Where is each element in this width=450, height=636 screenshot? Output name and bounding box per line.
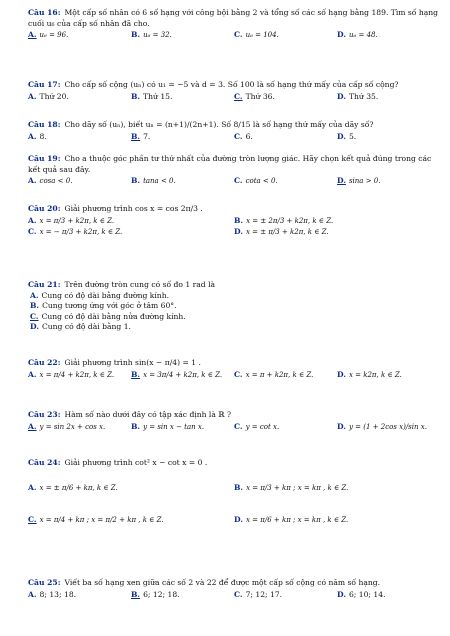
- option-d[interactable]: D. x = k2π, k ∈ Z.: [337, 369, 402, 379]
- question-stem: Cho a thuộc góc phần tư thứ nhất của đường tròn lượng giác. Hãy chọn kết quả đúng trong các kết quả sau đây.: [28, 154, 432, 174]
- question-stem: Cho cấp số cộng (uₙ) có u₁ = −5 và d = 3. Số 100 là số hạng thứ mấy của cấp số cộng?: [64, 80, 399, 89]
- option-b[interactable]: B. 6; 12; 18.: [131, 589, 180, 599]
- option-d[interactable]: D. sina > 0.: [337, 176, 381, 185]
- option-a[interactable]: A. y = sin 2x + cos x.: [28, 421, 106, 431]
- option-a[interactable]: A. Cung có độ dài bằng đường kính.: [30, 290, 169, 300]
- options-row: [28, 176, 440, 187]
- question-22: [28, 358, 440, 380]
- option-d[interactable]: D. x = ± π/3 + k2π, k ∈ Z.: [234, 227, 329, 236]
- question-stem: Một cấp số nhân có 6 số hạng với công bội bằng 2 và tổng số các số hạng bằng 189. Tìm số hạng cuối u₆ của cấp số nhân đã cho.: [28, 8, 439, 28]
- option-c[interactable]: C. 7; 12; 17.: [234, 589, 283, 599]
- option-c[interactable]: C. y = cot x.: [234, 421, 280, 431]
- question-label: Câu 25:: [28, 578, 61, 587]
- option-b[interactable]: B. Cung tương ứng với góc ở tâm 60°.: [30, 301, 177, 310]
- question-stem: Giải phương trình cos x = cos 2π/3 .: [64, 204, 203, 213]
- options-row: [28, 216, 440, 227]
- question-23: [28, 410, 440, 432]
- option-b[interactable]: B. x = π/3 + kπ ; x = kπ , k ∈ Z.: [234, 482, 349, 492]
- option-a[interactable]: A. 8.: [28, 131, 47, 141]
- option-b[interactable]: B. y = sin x − tan x.: [131, 421, 205, 431]
- option-c[interactable]: C. Thứ 36.: [234, 91, 275, 101]
- option-b[interactable]: B. Thứ 15.: [131, 91, 173, 101]
- question-16: [28, 8, 440, 41]
- question-20: [28, 204, 440, 238]
- option-b[interactable]: B. x = ± 2π/3 + k2π, k ∈ Z.: [234, 215, 334, 225]
- option-d[interactable]: D. Thứ 35.: [337, 91, 379, 101]
- option-a[interactable]: A. u₆ = 96.: [28, 30, 69, 39]
- options-row: [28, 590, 440, 601]
- option-c[interactable]: C. u₆ = 104.: [234, 30, 279, 39]
- question-label: Câu 17:: [28, 80, 61, 89]
- option-c[interactable]: C. x = π/4 + kπ ; x = π/2 + kπ , k ∈ Z.: [28, 515, 164, 524]
- option-b[interactable]: B. tana < 0.: [131, 176, 176, 185]
- options-row: [28, 370, 440, 381]
- options-row: [28, 132, 440, 143]
- question-label: Câu 22:: [28, 358, 61, 367]
- question-label: Câu 21:: [28, 280, 61, 289]
- option-a[interactable]: A. x = ± π/6 + kπ, k ∈ Z.: [28, 482, 118, 492]
- options-row: [28, 227, 440, 238]
- option-a[interactable]: A. Thứ 20.: [28, 91, 69, 101]
- option-a[interactable]: A. 8; 13; 18.: [28, 589, 77, 599]
- option-a[interactable]: A. cosa < 0.: [28, 176, 73, 185]
- option-c[interactable]: C. x = π + k2π, k ∈ Z.: [234, 369, 314, 379]
- question-label: Câu 19:: [28, 154, 61, 163]
- options-row: [28, 515, 440, 526]
- question-17: [28, 80, 440, 102]
- option-d[interactable]: D. x = π/6 + kπ ; x = kπ , k ∈ Z.: [234, 515, 349, 524]
- options-row: [28, 30, 440, 41]
- question-stem: Hàm số nào dưới đây có tập xác định là ℝ ?: [64, 410, 232, 419]
- option-b[interactable]: B. u₆ = 32.: [131, 30, 172, 39]
- option-d[interactable]: D. u₆ = 48.: [337, 30, 378, 39]
- option-d[interactable]: D. 6; 10; 14.: [337, 589, 386, 599]
- question-stem: Cho dãy số (uₙ), biết uₙ = (n+1)/(2n+1). Số 8/15 là số hạng thứ mấy của dãy số?: [64, 120, 374, 129]
- option-c[interactable]: C. Cung có độ dài bằng nửa đường kính.: [30, 311, 186, 321]
- question-label: Câu 18:: [28, 120, 61, 129]
- question-label: Câu 16:: [28, 8, 61, 17]
- question-label: Câu 20:: [28, 204, 61, 213]
- question-stem: Giải phương trình cot² x − cot x = 0 .: [64, 458, 208, 467]
- option-c[interactable]: C. 6.: [234, 131, 253, 141]
- options-row: [28, 483, 440, 494]
- option-b[interactable]: B. 7.: [131, 131, 151, 141]
- option-d[interactable]: D. 5.: [337, 131, 357, 141]
- option-d[interactable]: D. Cung có độ dài bằng 1.: [30, 322, 131, 331]
- option-a[interactable]: A. x = π/3 + k2π, k ∈ Z.: [28, 215, 115, 225]
- question-stem: Giải phương trình sin(x − π/4) = 1 .: [64, 358, 201, 367]
- option-c[interactable]: C. x = − π/3 + k2π, k ∈ Z.: [28, 227, 123, 236]
- options-row: [28, 92, 440, 103]
- option-b[interactable]: B. x = 3π/4 + k2π, k ∈ Z.: [131, 369, 223, 379]
- question-25: [28, 578, 440, 600]
- option-c[interactable]: C. cota < 0.: [234, 176, 278, 185]
- question-19: [28, 154, 440, 187]
- options-row: [28, 422, 440, 433]
- option-d[interactable]: D. y = (1 + 2cos x)/sin x.: [337, 421, 427, 431]
- question-21: [28, 280, 440, 333]
- question-stem: Trên đường tròn cung có số đo 1 rad là: [64, 280, 216, 289]
- question-stem: Viết ba số hạng xen giữa các số 2 và 22 để được một cấp số cộng có năm số hạng.: [64, 578, 381, 587]
- question-18: [28, 120, 440, 142]
- option-a[interactable]: A. x = π/4 + k2π, k ∈ Z.: [28, 369, 115, 379]
- question-label: Câu 24:: [28, 458, 61, 467]
- question-label: Câu 23:: [28, 410, 61, 419]
- question-24: [28, 458, 440, 526]
